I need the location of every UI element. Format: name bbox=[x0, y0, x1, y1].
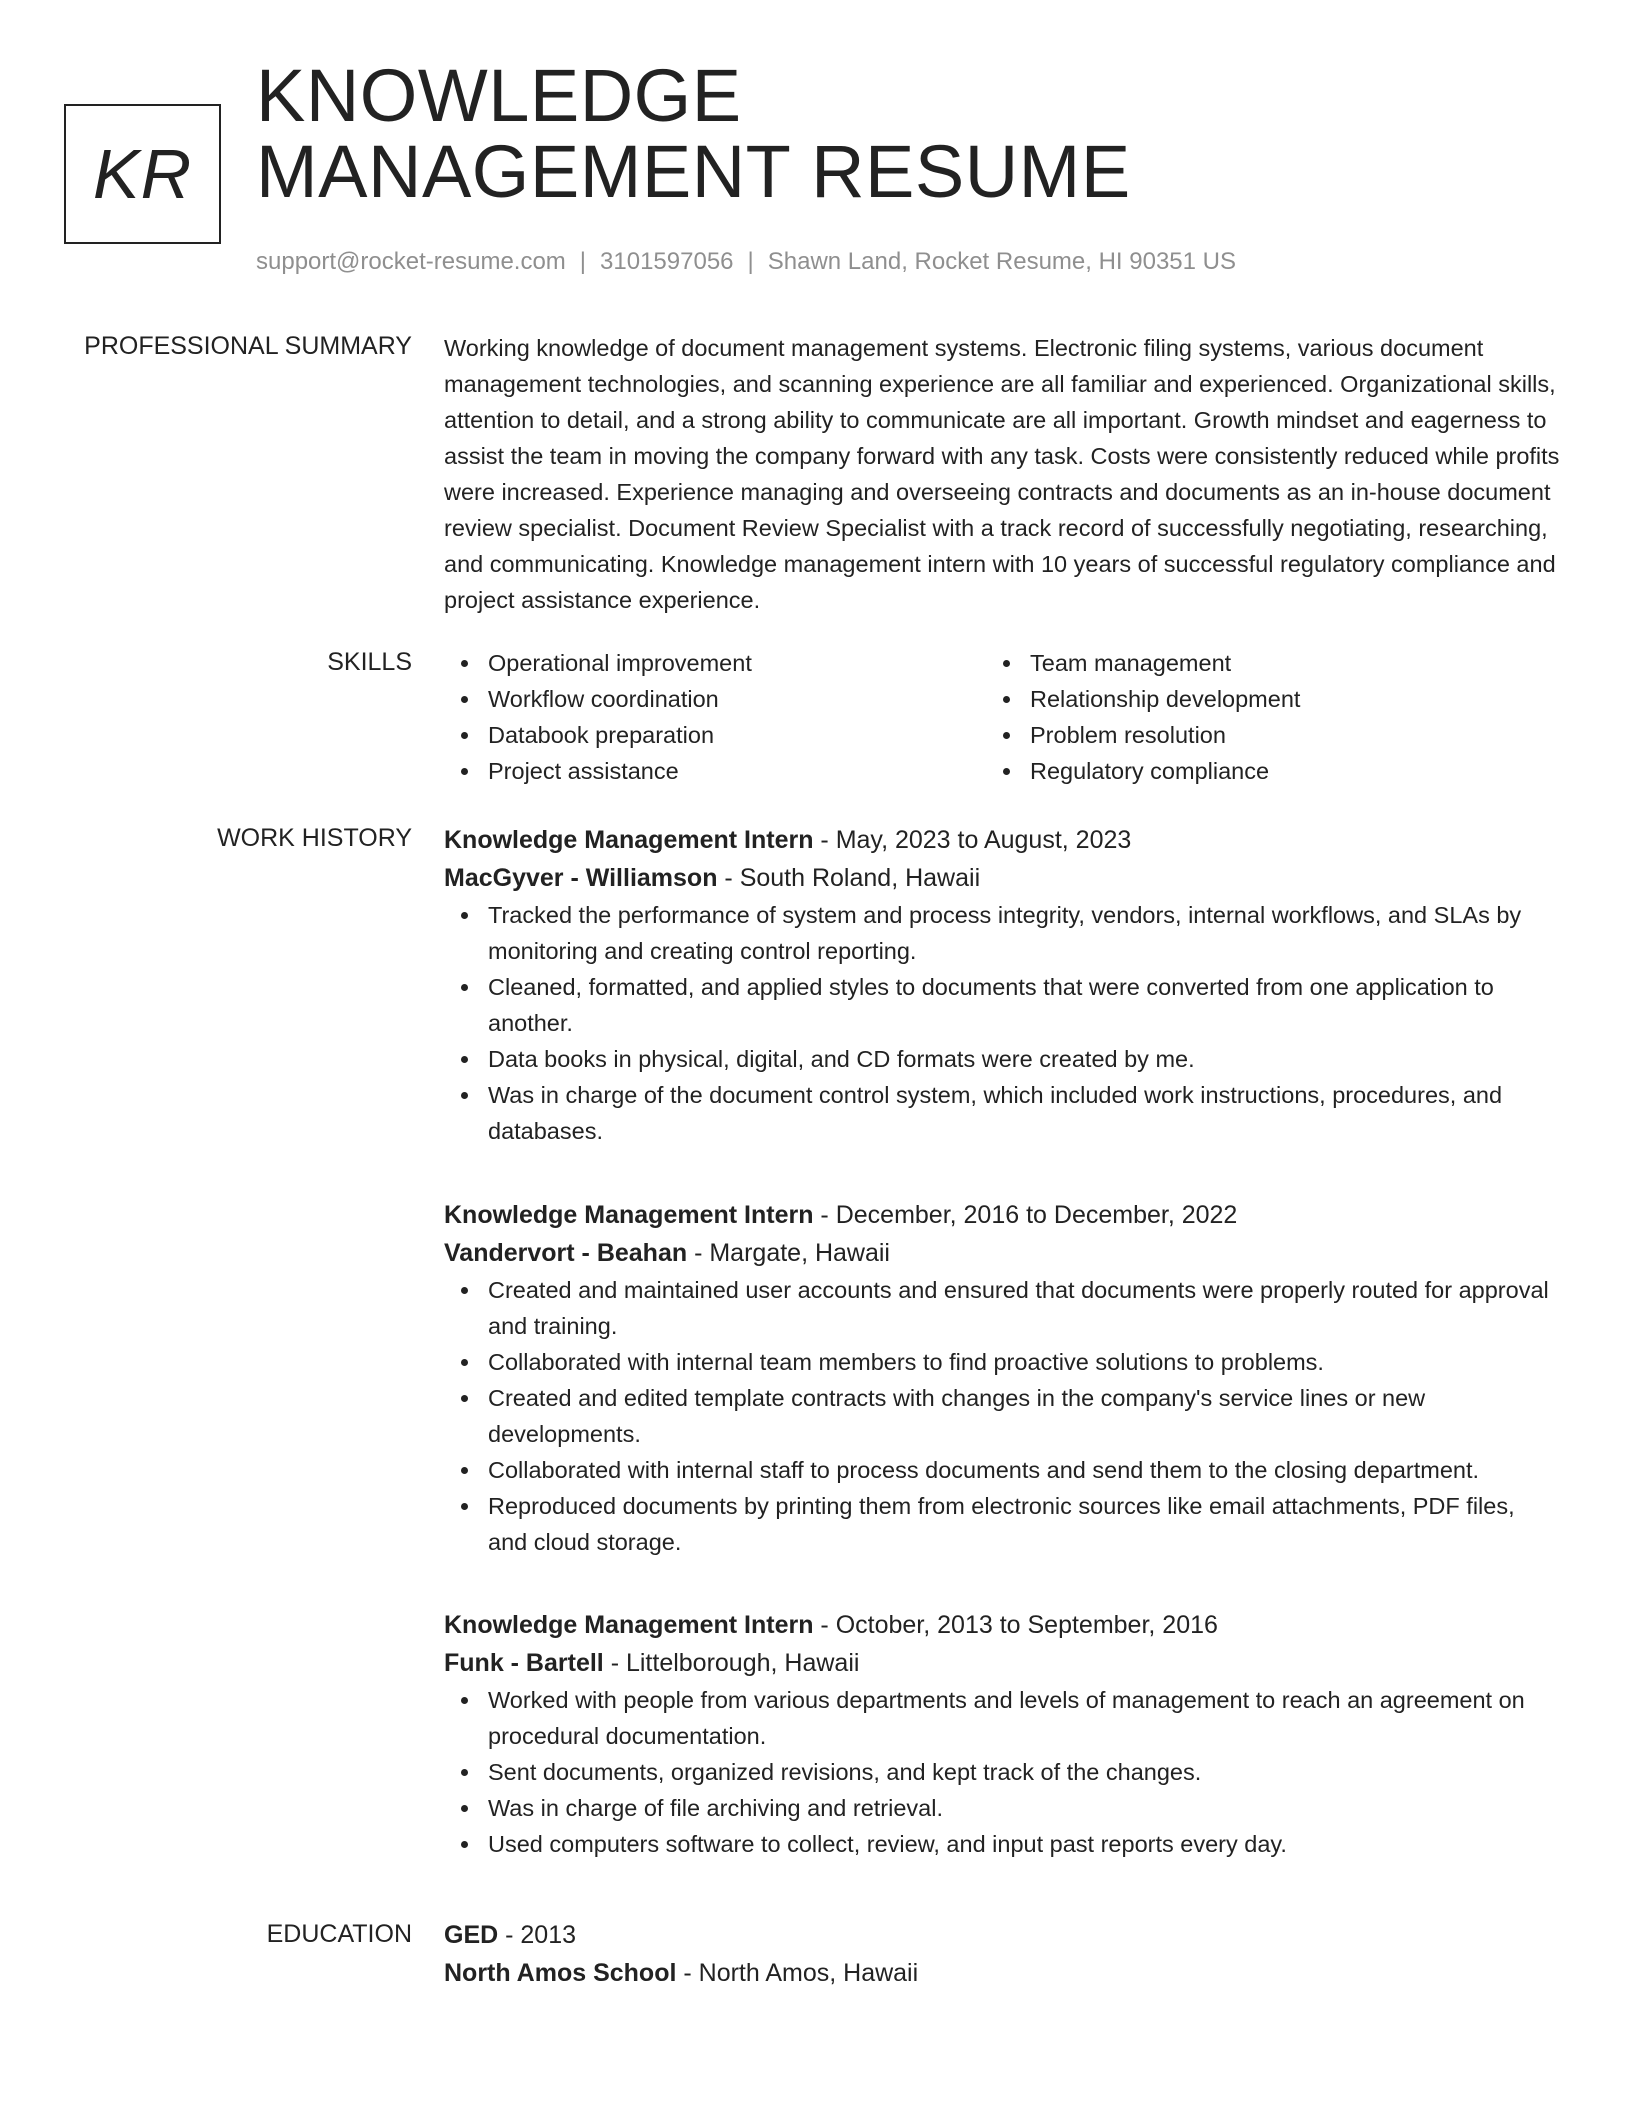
summary-text: Working knowledge of document management systems. Electronic filing systems, various document management technologies, and scanning experience are all familiar and experienced. Organizational skills, attention to detail, and a strong ability to communicate are all important. Growth mindset and eagerness to assist the team in moving the company forward with any task. Costs were consistently reduced while profits were increased. Experience managing and overseeing contracts and documents as an in-house document review specialist. Document Review Specialist with a track record of successfully negotiating, researching, and communicating. Knowledge management intern with 10 years of successful regulatory compliance and project assistance experience. bbox=[444, 335, 1560, 613]
job-title-line bbox=[444, 1606, 1560, 1644]
job-company-line bbox=[444, 1644, 1560, 1682]
job-bullet-list bbox=[444, 1682, 1560, 1862]
work-section-label: WORK HISTORY bbox=[217, 824, 412, 852]
job-company-line bbox=[444, 859, 1560, 897]
contact-separator: | bbox=[747, 248, 754, 275]
contact-address: Shawn Land, Rocket Resume, HI 90351 US bbox=[767, 248, 1237, 275]
skill-item: Operational improvement bbox=[444, 645, 752, 681]
education-degree: GED bbox=[444, 1921, 499, 1949]
monogram-box bbox=[64, 104, 221, 244]
job-entry bbox=[444, 1196, 1560, 1560]
job-dates: - December, 2016 to December, 2022 bbox=[813, 1201, 1238, 1229]
job-bullet: Cleaned, formatted, and applied styles to documents that were converted from one application to another. bbox=[444, 969, 1560, 1041]
skill-item: Relationship development bbox=[986, 681, 1300, 717]
education-degree-line bbox=[444, 1916, 1560, 1954]
job-bullet: Reproduced documents by printing them from electronic sources like email attachments, PDF files, and cloud storage. bbox=[444, 1488, 1560, 1560]
job-title: Knowledge Management Intern bbox=[444, 826, 814, 854]
skills-column-right bbox=[986, 645, 1300, 789]
job-entry bbox=[444, 821, 1560, 1149]
contact-email: support@rocket-resume.com bbox=[256, 248, 566, 275]
title-line-1: KNOWLEDGE bbox=[256, 54, 742, 137]
resume-title bbox=[256, 54, 1131, 213]
job-bullet: Sent documents, organized revisions, and kept track of the changes. bbox=[444, 1754, 1560, 1790]
job-bullet: Tracked the performance of system and process integrity, vendors, internal workflows, and SLAs by monitoring and creating control reporting. bbox=[444, 897, 1560, 969]
job-bullet: Was in charge of the document control system, which included work instructions, procedures, and databases. bbox=[444, 1077, 1560, 1149]
job-bullet: Worked with people from various departments and levels of management to reach an agreement on procedural documentation. bbox=[444, 1682, 1560, 1754]
job-entry bbox=[444, 1606, 1560, 1862]
job-title-line bbox=[444, 821, 1560, 859]
job-bullet: Used computers software to collect, review, and input past reports every day. bbox=[444, 1826, 1560, 1862]
job-location: - Littelborough, Hawaii bbox=[603, 1649, 860, 1677]
education-entry bbox=[444, 1916, 1560, 1992]
skill-item: Team management bbox=[986, 645, 1300, 681]
contact-separator: | bbox=[579, 248, 587, 275]
skill-item: Problem resolution bbox=[986, 717, 1300, 753]
education-location: - North Amos, Hawaii bbox=[676, 1959, 919, 1987]
contact-line bbox=[256, 248, 1236, 276]
education-year: - 2013 bbox=[498, 1921, 577, 1949]
skill-item: Regulatory compliance bbox=[986, 753, 1300, 789]
job-company: Vandervort - Beahan bbox=[444, 1239, 688, 1267]
job-location: - Margate, Hawaii bbox=[687, 1239, 890, 1267]
job-dates: - October, 2013 to September, 2016 bbox=[813, 1611, 1218, 1639]
summary-section-label: PROFESSIONAL SUMMARY bbox=[84, 332, 412, 360]
job-bullet-list bbox=[444, 1272, 1560, 1560]
job-company-line bbox=[444, 1234, 1560, 1272]
skill-item: Databook preparation bbox=[444, 717, 752, 753]
job-title: Knowledge Management Intern bbox=[444, 1201, 814, 1229]
summary-section bbox=[444, 330, 1560, 618]
job-bullet-list bbox=[444, 897, 1560, 1149]
contact-phone: 3101597056 bbox=[600, 248, 734, 275]
skills-column-left bbox=[444, 645, 752, 789]
job-bullet: Collaborated with internal team members to find proactive solutions to problems. bbox=[444, 1344, 1560, 1380]
job-bullet: Data books in physical, digital, and CD formats were created by me. bbox=[444, 1041, 1560, 1077]
job-company: MacGyver - Williamson bbox=[444, 864, 718, 892]
job-dates: - May, 2023 to August, 2023 bbox=[813, 826, 1132, 854]
monogram-initials: KR bbox=[92, 135, 193, 213]
job-company: Funk - Bartell bbox=[444, 1649, 604, 1677]
job-location: - South Roland, Hawaii bbox=[717, 864, 981, 892]
skills-section bbox=[444, 645, 1560, 795]
job-title-line bbox=[444, 1196, 1560, 1234]
skill-item: Workflow coordination bbox=[444, 681, 752, 717]
education-section-label: EDUCATION bbox=[266, 1920, 412, 1948]
job-bullet: Was in charge of file archiving and retrieval. bbox=[444, 1790, 1560, 1826]
job-title: Knowledge Management Intern bbox=[444, 1611, 814, 1639]
skills-section-label: SKILLS bbox=[327, 648, 412, 676]
job-bullet: Created and edited template contracts with changes in the company's service lines or new developments. bbox=[444, 1380, 1560, 1452]
job-bullet: Created and maintained user accounts and ensured that documents were properly routed for approval and training. bbox=[444, 1272, 1560, 1344]
education-school: North Amos School bbox=[444, 1959, 677, 1987]
title-line-2: MANAGEMENT RESUME bbox=[256, 130, 1131, 213]
skill-item: Project assistance bbox=[444, 753, 752, 789]
job-bullet: Collaborated with internal staff to process documents and send them to the closing department. bbox=[444, 1452, 1560, 1488]
education-school-line bbox=[444, 1954, 1560, 1992]
